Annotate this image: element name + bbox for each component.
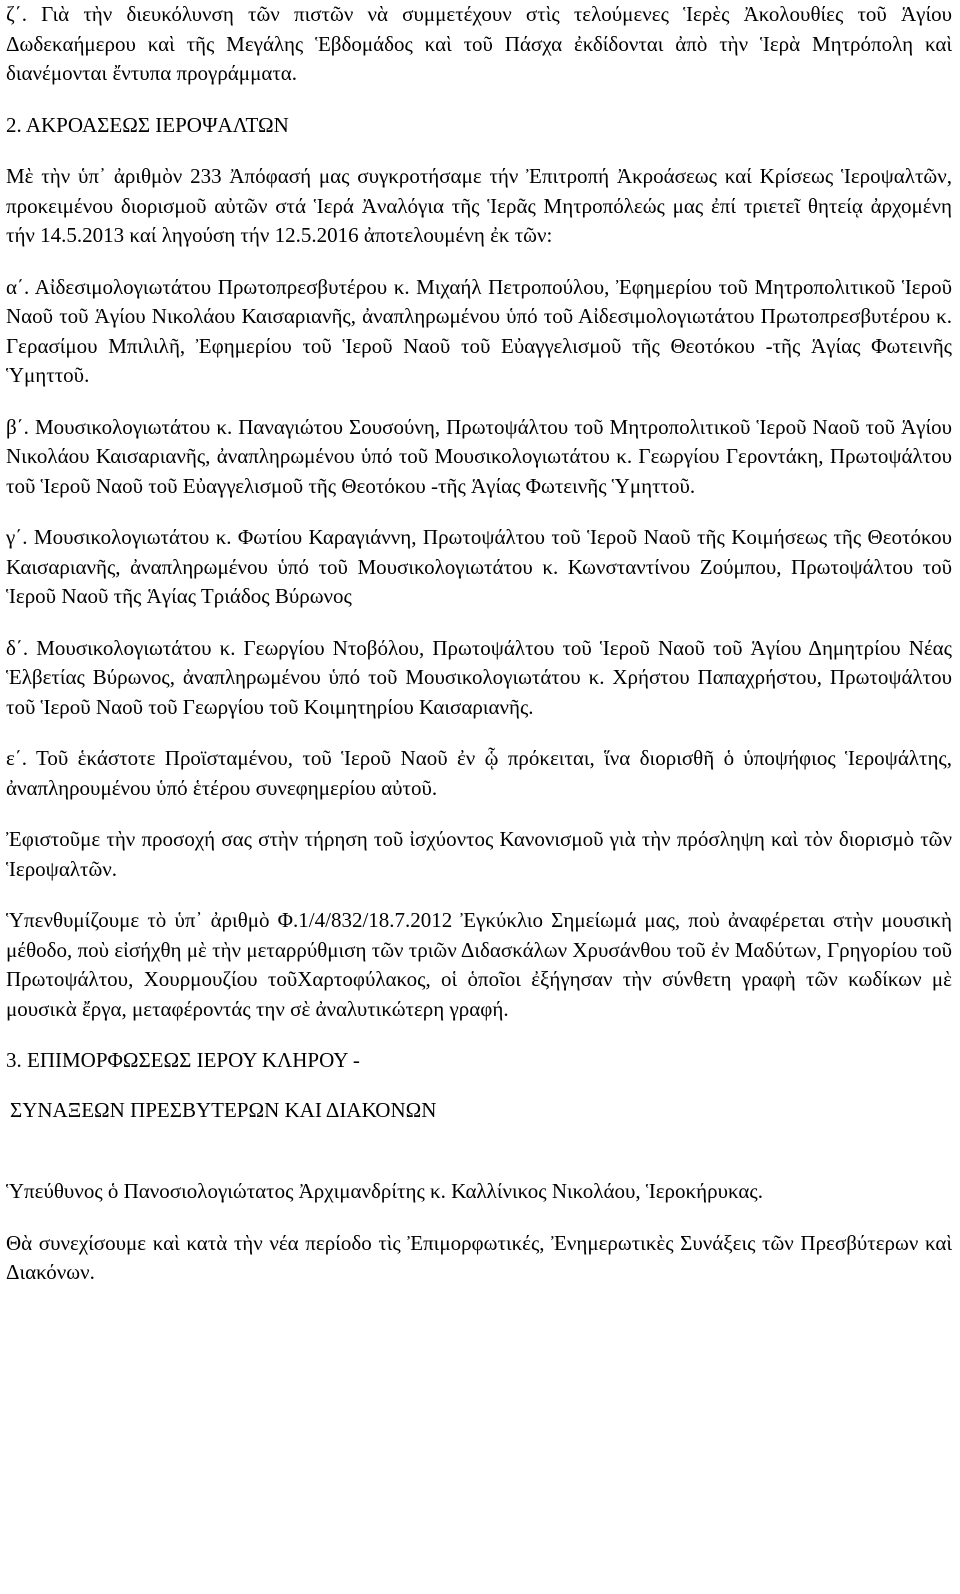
section-3-subheading: ΣΥΝΑΞΕΩΝ ΠΡΕΣΒΥΤΕΡΩΝ ΚΑΙ ΔΙΑΚΟΝΩΝ — [10, 1097, 437, 1122]
committee-member-e: ε΄. Τοῦ ἑκάστοτε Προϊσταμένου, τοῦ Ἱεροῦ Ναοῦ ἐν ᾧ πρόκειται, ἵνα διορισθῆ ὁ ὑποψήφιος Ἱεροψάλτης, ἀναπληρουμένου ὑπό ἑτέρου συνεφημερίου αὐτοῦ. — [6, 746, 952, 800]
committee-member-c: γ΄. Μουσικολογιωτάτου κ. Φωτίου Καραγιάννη, Πρωτοψάλτου τοῦ Ἱεροῦ Ναοῦ τῆς Κοιμήσεως τῆς Θεοτόκου Καισαριανῆς, ἀναπληρωμένου ὑπό τοῦ Μουσικολογιωτάτου κ. Κωνσταντίνου Ζούμπου, Πρωτοψάλτου τοῦ Ἱεροῦ Ναοῦ τῆς Ἁγίας Τριάδος Βύρωνος — [6, 525, 952, 608]
paragraph-committee-decision: Μὲ τὴν ὑπ᾽ ἀριθμὸν 233 Ἀπόφασή μας συγκροτήσαμε τήν Ἐπιτροπή Ἀκροάσεως καί Κρίσεως Ἱεροψαλτῶν, προκειμένου διορισμοῦ αὐτῶν στά Ἱερά Ἀναλόγια τῆς Ἱερᾶς Μητροπόλεώς μας ἐπί τριετεῖ θητείᾳ ἀρχομένη τήν 14.5.2013 καί ληγούση τήν 12.5.2016 ἀποτελουμένη ἐκ τῶν: — [6, 164, 952, 247]
section-2-heading: 2. ΑΚΡΟΑΣΕΩΣ ΙΕΡΟΨΑΛΤΩΝ — [6, 112, 289, 137]
committee-member-a: α΄. Αἰδεσιμολογιωτάτου Πρωτοπρεσβυτέρου κ. Μιχαήλ Πετροπούλου, Ἐφημερίου τοῦ Μητροπολιτικοῦ Ἱεροῦ Ναοῦ τοῦ Ἁγίου Νικολάου Καισαριανῆς, ἀναπληρωμένου ὑπό τοῦ Αἰδεσιμολογιωτάτου Πρωτοπρεσβυτέρου κ. Γερασίμου Μπιλιλῆ, Ἐφημερίου τοῦ Ἱεροῦ Ναοῦ τοῦ Εὐαγγελισμοῦ τῆς Θεοτόκου -τῆς Ἁγίας Φωτεινῆς Ὑμηττοῦ. — [6, 274, 952, 387]
document-page — [6, 0, 952, 1310]
paragraph-reminder-circular: Ὑπενθυμίζουμε τὸ ὑπ᾽ ἀριθμὸ Φ.1/4/832/18.7.2012 Ἐγκύκλιο Σημείωμά μας, ποὺ ἀναφέρεται στὴν μουσικὴ μέθοδο, ποὺ εἰσήχθη μὲ τὴν μεταρρύθμιση τῶν τριῶν Διδασκάλων Χρυσάνθου τοῦ ἐν Μαδύτων, Γρηγορίου τοῦ Πρωτοψάλτου, Χουρμουζίου τοῦΧαρτοφύλακος, οἱ ὁποῖοι ἐξήγησαν τὴν σύνθετη γραφὴ τῶν κωδίκων μὲ μουσικὰ ἔργα, μεταφέροντάς την σὲ ἀναλυτικώτερη γραφή. — [6, 908, 952, 1021]
committee-member-b: β΄. Μουσικολογιωτάτου κ. Παναγιώτου Σουσούνη, Πρωτοψάλτου τοῦ Μητροπολιτικοῦ Ἱεροῦ Ναοῦ τοῦ Ἁγίου Νικολάου Καισαριανῆς, ἀναπληρωμένου ὑπό τοῦ Μουσικολογιωτάτου κ. Γεωργίου Γεροντάκη, Πρωτοψάλτου τοῦ Ἱεροῦ Ναοῦ τοῦ Εὐαγγελισμοῦ τῆς Θεοτόκου -τῆς Ἁγίας Φωτεινῆς Ὑμηττοῦ. — [6, 414, 952, 498]
paragraph-attention-regulation: Ἐφιστοῦμε τὴν προσοχή σας στὴν τήρηση τοῦ ἰσχύοντος Κανονισμοῦ γιὰ τὴν πρόσληψη καὶ τὸν διορισμὸ τῶν Ἱεροψαλτῶν. — [6, 827, 952, 881]
committee-member-d: δ΄. Μουσικολογιωτάτου κ. Γεωργίου Ντοβόλου, Πρωτοψάλτου τοῦ Ἱεροῦ Ναοῦ τοῦ Ἁγίου Δημητρίου Νέας Ἑλβετίας Βύρωνος, ἀναπληρωμένου ὑπό τοῦ Μουσικολογιωτάτου κ. Χρήστου Παπαχρήστου, Πρωτοψάλτου τοῦ Ἱεροῦ Ναοῦ τοῦ Γεωργίου τοῦ Κοιμητηρίου Καισαριανῆς. — [6, 635, 952, 719]
section-3-heading: 3. ΕΠΙΜΟΡΦΩΣΕΩΣ ΙΕΡΟΥ ΚΛΗΡΟΥ - — [6, 1048, 360, 1072]
paragraph-responsible-person: Ὑπεύθυνος ὁ Πανοσιολογιώτατος Ἀρχιμανδρίτης κ. Καλλίνικος Νικολάου, Ἱεροκήρυκας. — [6, 1179, 763, 1203]
paragraph-closing: Θὰ συνεχίσουμε καὶ κατὰ τὴν νέα περίοδο τὶς Ἐπιμορφωτικές, Ἐνημερωτικὲς Συνάξεις τῶν Πρεσβύτερων καὶ Διακόνων. — [6, 1230, 952, 1284]
paragraph-printed-programs: ζ΄. Γιὰ τὴν διευκόλυνση τῶν πιστῶν νὰ συμμετέχουν στὶς τελούμενες Ἱερὲς Ἀκολουθίες τοῦ Ἁγίου Δωδεκαήμερου καὶ τῆς Μεγάλης Ἑβδομάδος καὶ τοῦ Πάσχα ἐκδίδονται ἀπὸ τὴν Ἱερὰ Μητρόπολη καὶ διανέμονται ἔντυπα προγράμματα. — [6, 2, 952, 85]
